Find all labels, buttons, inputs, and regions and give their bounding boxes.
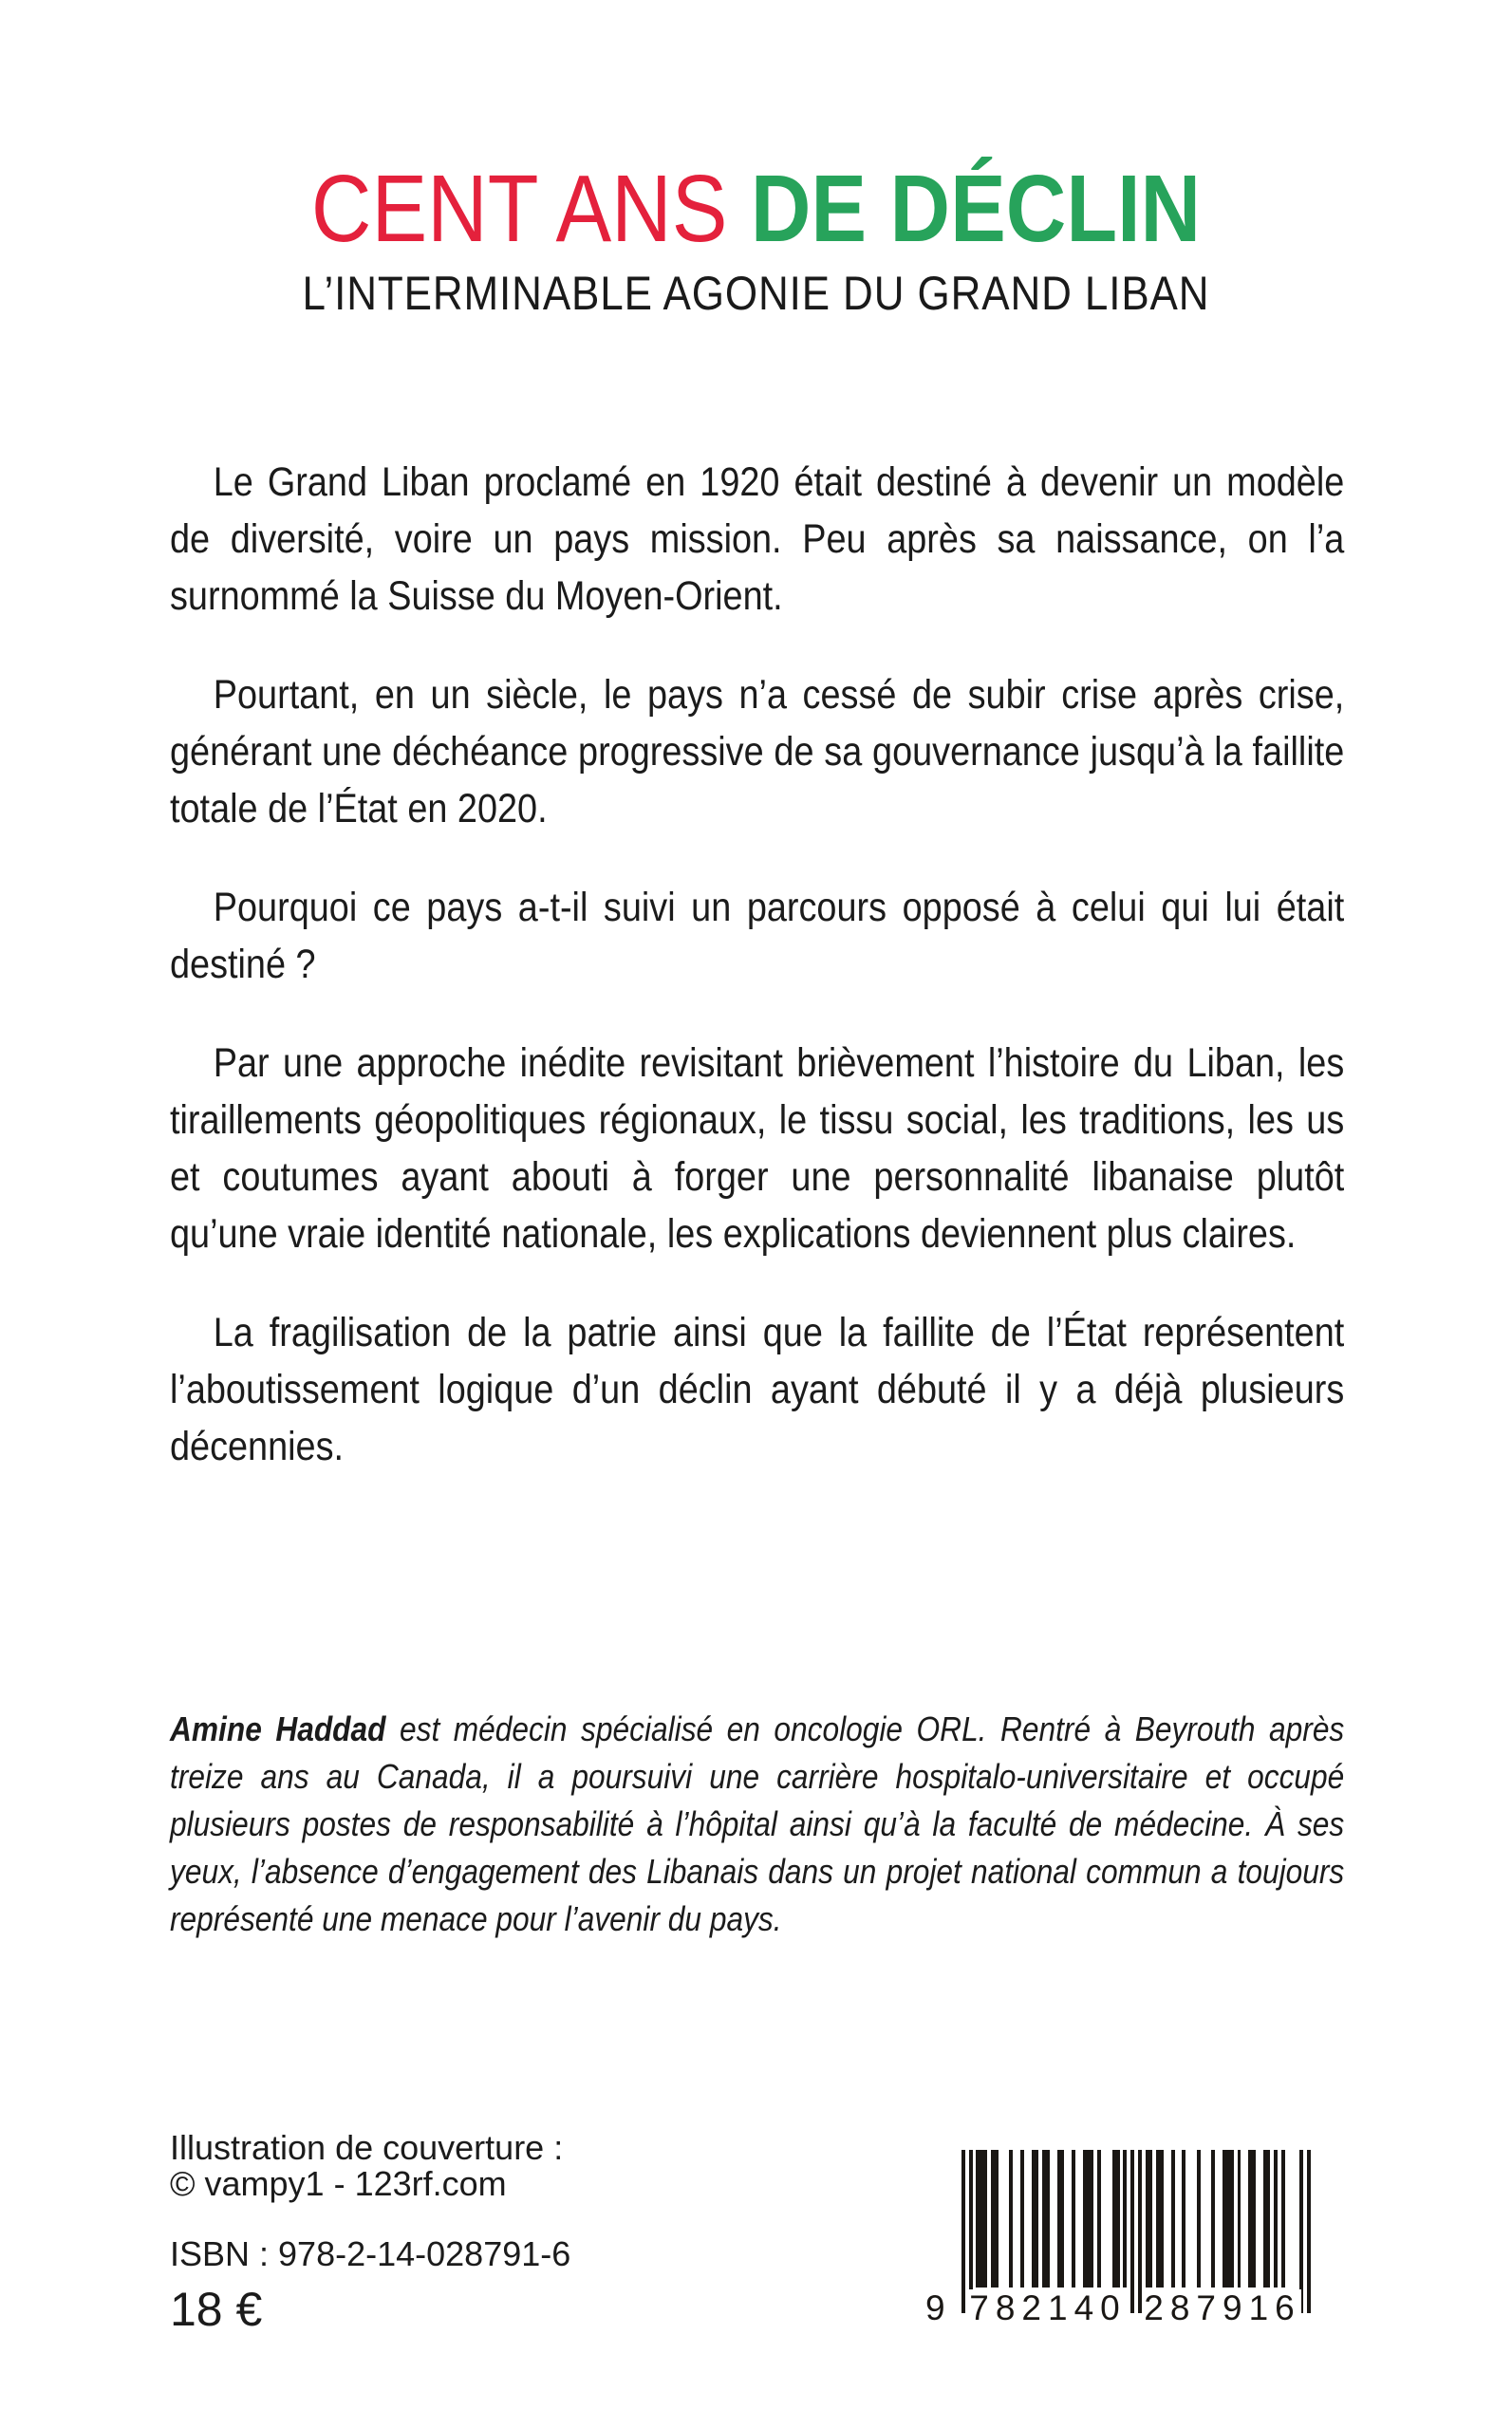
author-bio-text: est médecin spécialisé en oncologie ORL. Rentré à Beyrouth après treize ans au Canada, il a poursuivi une carrière hospitalo-universitaire et occupé plusieurs postes de responsabilité à l’hôpital ainsi qu’à la faculté de médecine. À ses yeux, l’absence d’engagement des Libanais dans un projet national commun a toujours représenté une menace pour l’avenir du pays.	[170, 1709, 1345, 1938]
barcode-bar	[1211, 2150, 1215, 2288]
book-subtitle: L’INTERMINABLE AGONIE DU GRAND LIBAN	[302, 267, 1210, 320]
synopsis-paragraph-1: Le Grand Liban proclamé en 1920 était destiné à devenir un modèle de diversité, voire un pays mission. Peu après sa naissance, on l’a surnommé la Suisse du Moyen-Orient.	[170, 459, 1345, 619]
barcode-bar	[1238, 2150, 1241, 2288]
cover-illustration-credit	[170, 2130, 563, 2202]
synopsis-paragraph-3: Pourquoi ce pays a-t-il suivi un parcours opposé à celui qui lui était destiné ?	[170, 885, 1345, 987]
barcode-bar	[1009, 2150, 1013, 2288]
barcode-bar	[1171, 2150, 1175, 2288]
barcode-bar	[1146, 2150, 1153, 2288]
barcode-bar	[1197, 2150, 1201, 2288]
credit-line-2: © vampy1 - 123rf.com	[170, 2164, 507, 2203]
barcode-bar	[1156, 2150, 1164, 2288]
author-name: Amine Haddad	[170, 1709, 386, 1748]
barcode-bar	[1274, 2150, 1278, 2288]
synopsis	[170, 454, 1344, 1475]
book-title	[91, 157, 1422, 261]
price-text: 18 €	[170, 2283, 263, 2336]
barcode-bar	[1042, 2150, 1050, 2288]
ean-digit-first: 9	[925, 2288, 945, 2327]
isbn-text: ISBN : 978-2-14-028791-6	[170, 2234, 571, 2273]
barcode-bar	[1123, 2150, 1127, 2288]
ean-digits-left: 782140	[969, 2288, 1127, 2327]
barcode-bar	[1130, 2150, 1134, 2313]
barcode-bar	[1263, 2150, 1271, 2288]
barcode-bar	[1032, 2150, 1039, 2288]
barcode-bar	[1223, 2150, 1234, 2288]
barcode-bar	[1020, 2150, 1024, 2288]
book-title-part-red: CENT ANS	[310, 156, 751, 262]
synopsis-paragraph-2: Pourtant, en un siècle, le pays n’a cessé de subir crise après crise, générant une déchéance progressive de sa gouvernance jusqu’à la faillite totale de l’État en 2020.	[170, 672, 1345, 831]
barcode-bar	[961, 2150, 965, 2313]
author-bio	[170, 1706, 1344, 1943]
barcode-bar	[1281, 2150, 1285, 2288]
barcode-bar	[1097, 2150, 1101, 2288]
barcode-bar	[1112, 2150, 1120, 2288]
barcode-bar	[1072, 2150, 1075, 2288]
book-title-part-green: DE DÉCLIN	[750, 156, 1202, 262]
ean-barcode	[925, 2150, 1316, 2325]
barcode-bar	[1182, 2150, 1185, 2288]
barcode-bar	[1057, 2150, 1065, 2288]
barcode-bar	[1307, 2150, 1311, 2313]
synopsis-paragraph-5: La fragilisation de la patrie ainsi que la faillite de l’État représentent l’aboutissement logique d’un déclin ayant débuté il y a déjà plusieurs décennies.	[170, 1310, 1345, 1469]
barcode-bar	[991, 2150, 999, 2288]
ean-digits-right: 287916	[1144, 2288, 1301, 2327]
barcode-bar	[1083, 2150, 1094, 2288]
barcode-bar	[1248, 2150, 1256, 2288]
credit-line-1: Illustration de couverture :	[170, 2128, 564, 2167]
synopsis-paragraph-4: Par une approche inédite revisitant brièvement l’histoire du Liban, les tiraillements géopolitiques régionaux, le tissu social, les traditions, les us et coutumes ayant abouti à forger une personnalité libanaise plutôt qu’une vraie identité nationale, les explications deviennent plus claires.	[170, 1040, 1345, 1257]
barcode-bar	[976, 2150, 987, 2288]
barcode-bar	[1138, 2150, 1142, 2313]
